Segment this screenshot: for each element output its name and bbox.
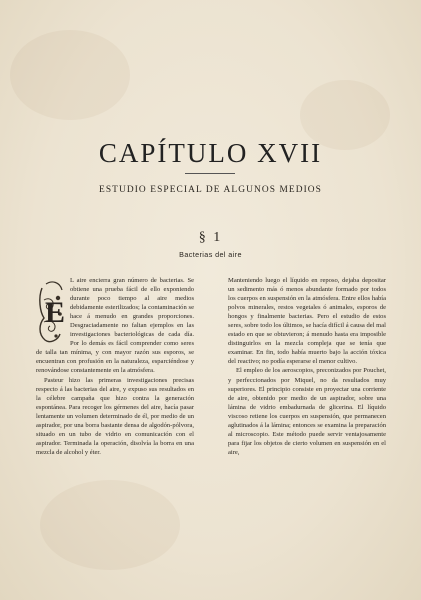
left-paragraph-2: Pasteur hizo las primeras investigaciones precisas respecto á las bacterias del aire, y expuso sus resultados en la célebre campaña que hizo contra la generación espontánea. Para recoger los gérmenes del aire, hacía pasar lentamente un volumen determinado de él, por medio de un aspirador, por una borra bastante densa de algodón-pólvora, situado en un tubo de vidrio en comunicación con el aspirador. Terminada la operación, disolvía la borra en una mezcla de alcohol y éter.	[36, 376, 194, 456]
section-title: Bacterias del aire	[179, 250, 242, 259]
left-column	[36, 276, 194, 457]
right-paragraph-2: El empleo de los aeroscopios, preconizados por Pouchet, y perfeccionados por Miquel, no da resultados muy superiores. El principio consiste en proyectar una corriente de aire, obtenido por medio de un aspirador, sobre una lámina de vidrio embadurnada de glicerina. El líquido viscoso retiene los cuerpos en suspensión, que permanecen aglutinados á la lámina; entonces se examina la preparación al microscopio. Este método puede servir ventajosamente para fijar los objetos de cierto volumen en suspensión en el aire,	[228, 367, 386, 456]
chapter-title: CAPÍTULO XVII	[98, 138, 323, 168]
left-paragraph-1: L aire encierra gran número de bacterias. Se obtiene una prueba fácil de ello exponiendo durante poco tiempo al aire medios debidamente esterilizados; la contaminación se hace á menudo en grandes proporciones. Desgraciadamente no faltan ejemplos en las investigaciones bacteriológicas de cada día. Por lo demás es fácil comprender como seres de talla tan mínima, y con mayor razón sus esporos, se encuentran con profusión en la naturaleza, esparciéndose y renovándose constantemente en la atmósfera.	[36, 277, 194, 375]
right-column	[228, 276, 386, 457]
right-paragraph-1: Manteniendo luego el líquido en reposo, dejaba depositar un sedimento más ó menos abundante formado por todos los cuerpos en suspensión en la atmósfera. Entre ellos había polvos minerales, restos vegetales ó animales, esporos de hongos y finalmente bacterias. Pero el estudio de estos seres, sobre todo los últimos, se hacía difícil á causa del mal estado en que se obtuvieron; á menudo hasta era imposible distinguirlos en la mezcla compleja que se tenía que examinar. En fin, todo había muerto bajo la acción tóxica del reactivo; no podía esperarse el menor cultivo.	[228, 277, 386, 366]
drop-cap-letter: E	[45, 296, 66, 329]
section-mark: § 1	[198, 230, 223, 245]
ornamental-drop-cap	[36, 278, 66, 344]
chapter-subtitle: ESTUDIO ESPECIAL DE ALGUNOS MEDIOS	[99, 185, 322, 195]
chapter-title-rule	[185, 173, 235, 174]
